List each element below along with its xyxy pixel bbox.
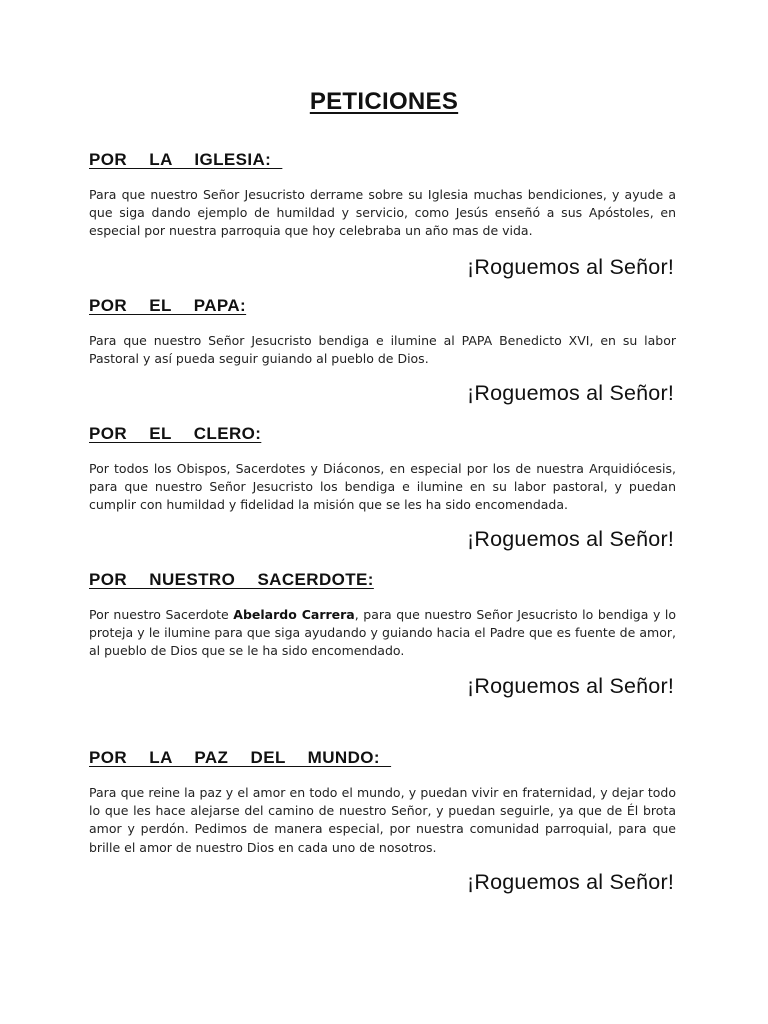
section-heading-clero: POR EL CLERO: bbox=[89, 424, 262, 443]
response-papa: ¡Roguemos al Señor! bbox=[467, 381, 674, 405]
section-heading-sacerdote: POR NUESTRO SACERDOTE: bbox=[89, 570, 374, 589]
section-paragraph-paz: Para que reine la paz y el amor en todo el mundo, y puedan vivir en fraternidad, y dejar todo lo que les hace alejarse del camino de nuestro Señor, y puedan seguirle, ya que de Él brota amor y perdón. Pedimos de manera especial, por nuestra comunidad parroquial, para que brille el amor de nuestro Dios en cada uno de nosotros. bbox=[89, 785, 676, 855]
paragraph-text-before: Por nuestro Sacerdote bbox=[89, 607, 234, 622]
section-paragraph-papa: Para que nuestro Señor Jesucristo bendiga e ilumine al PAPA Benedicto XVI, en su labor Pastoral y así pueda seguir guiando al pueblo de Dios. bbox=[89, 333, 676, 367]
section-heading-iglesia: POR LA IGLESIA: bbox=[89, 150, 283, 169]
response-sacerdote: ¡Roguemos al Señor! bbox=[467, 674, 674, 698]
section-paragraph-clero: Por todos los Obispos, Sacerdotes y Diáconos, en especial por los de nuestra Arquidiócesis, para que nuestro Señor Jesucristo los bendiga e ilumine en su labor pastoral, y puedan cumplir con humildad y fidelidad la misión que se les ha sido encomendada. bbox=[89, 461, 676, 513]
response-iglesia: ¡Roguemos al Señor! bbox=[467, 255, 674, 279]
document-title: PETICIONES bbox=[309, 88, 459, 115]
section-paragraph-iglesia: Para que nuestro Señor Jesucristo derrame sobre su Iglesia muchas bendiciones, y ayude a que siga dando ejemplo de humildad y servicio, como Jesús enseñó a sus Apóstoles, en especial por nuestra parroquia que hoy celebraba un año mas de vida. bbox=[89, 187, 676, 239]
priest-name: Abelardo Carrera bbox=[233, 607, 355, 622]
paragraph-text-after: , para que nuestro Señor Jesucristo lo bendiga y lo proteja y le ilumine para que siga ayudando y guiando hacia el Padre que es fuente de amor, al pueblo de Dios que se le ha sido encomendado. bbox=[89, 607, 677, 659]
response-clero: ¡Roguemos al Señor! bbox=[467, 527, 674, 551]
section-paragraph-sacerdote bbox=[89, 606, 676, 661]
response-paz: ¡Roguemos al Señor! bbox=[467, 870, 674, 894]
section-heading-paz: POR LA PAZ DEL MUNDO: bbox=[89, 748, 392, 767]
section-heading-papa: POR EL PAPA: bbox=[89, 296, 247, 315]
